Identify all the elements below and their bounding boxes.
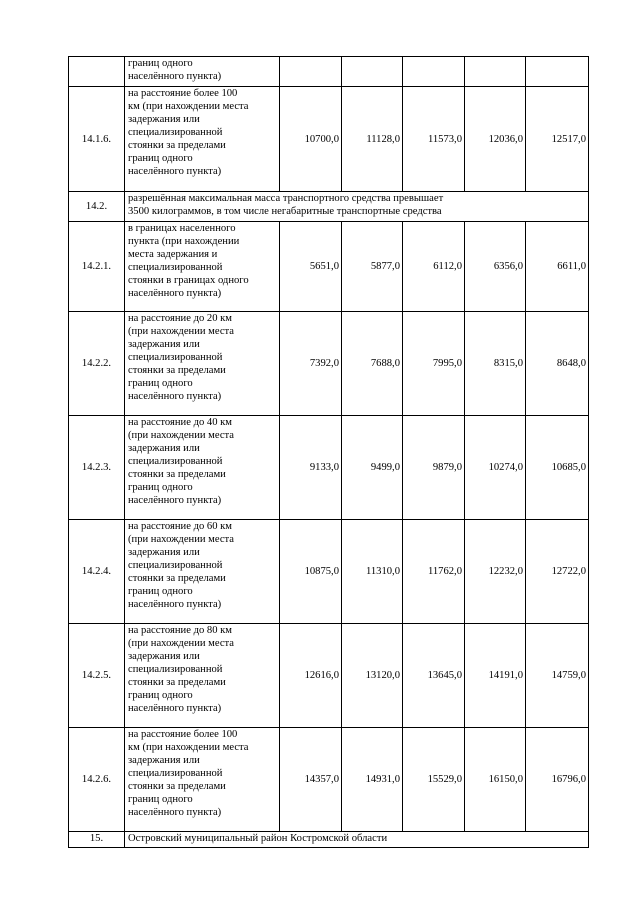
row-number: 14.2.4. <box>69 520 125 624</box>
value-cell: 10700,0 <box>280 87 342 192</box>
value-cell: 8315,0 <box>465 312 526 416</box>
row-description: на расстояние до 20 км (при нахождении места задержания или специализированной стоянки за пределами границ одного населённого пункта) <box>125 312 280 416</box>
row-description: на расстояние до 80 км (при нахождении места задержания или специализированной стоянки за пределами границ одного населённого пункта) <box>125 624 280 728</box>
value-cell <box>342 57 403 87</box>
value-cell: 7392,0 <box>280 312 342 416</box>
row-description: в границах населенного пункта (при нахождении места задержания и специализированной стоянки в границах одного населённого пункта) <box>125 222 280 312</box>
table-row <box>69 57 589 87</box>
table-row <box>69 416 589 520</box>
value-cell: 9133,0 <box>280 416 342 520</box>
value-cell: 11128,0 <box>342 87 403 192</box>
value-cell <box>403 57 465 87</box>
row-number: 14.2.1. <box>69 222 125 312</box>
tariff-table <box>68 56 589 848</box>
table-row <box>69 222 589 312</box>
table-row <box>69 832 589 848</box>
value-cell: 6356,0 <box>465 222 526 312</box>
table-row <box>69 624 589 728</box>
row-description: на расстояние более 100 км (при нахождении места задержания или специализированной стоянки за пределами границ одного населённого пункта) <box>125 728 280 832</box>
row-number: 15. <box>69 832 125 848</box>
row-number: 14.2.2. <box>69 312 125 416</box>
row-description: на расстояние до 40 км (при нахождении места задержания или специализированной стоянки за пределами границ одного населённого пункта) <box>125 416 280 520</box>
section-heading: разрешённая максимальная масса транспортного средства превышает 3500 килограммов, в том числе негабаритные транспортные средства <box>125 192 589 222</box>
value-cell: 14931,0 <box>342 728 403 832</box>
value-cell: 11573,0 <box>403 87 465 192</box>
row-number: 14.2.6. <box>69 728 125 832</box>
value-cell: 7688,0 <box>342 312 403 416</box>
table-row <box>69 87 589 192</box>
value-cell <box>526 57 589 87</box>
value-cell: 9499,0 <box>342 416 403 520</box>
value-cell: 10685,0 <box>526 416 589 520</box>
row-number: 14.2.5. <box>69 624 125 728</box>
value-cell <box>465 57 526 87</box>
value-cell: 14357,0 <box>280 728 342 832</box>
table-row <box>69 520 589 624</box>
value-cell: 13645,0 <box>403 624 465 728</box>
value-cell: 16796,0 <box>526 728 589 832</box>
row-description: на расстояние до 60 км (при нахождении места задержания или специализированной стоянки за пределами границ одного населённого пункта) <box>125 520 280 624</box>
row-number <box>69 57 125 87</box>
value-cell: 10875,0 <box>280 520 342 624</box>
table-row <box>69 728 589 832</box>
value-cell: 16150,0 <box>465 728 526 832</box>
value-cell <box>280 57 342 87</box>
tariff-table-page <box>68 56 588 848</box>
value-cell: 12232,0 <box>465 520 526 624</box>
value-cell: 11762,0 <box>403 520 465 624</box>
value-cell: 11310,0 <box>342 520 403 624</box>
value-cell: 14191,0 <box>465 624 526 728</box>
row-number: 14.2.3. <box>69 416 125 520</box>
row-number: 14.2. <box>69 192 125 222</box>
value-cell: 14759,0 <box>526 624 589 728</box>
value-cell: 12616,0 <box>280 624 342 728</box>
row-description: на расстояние более 100 км (при нахождении места задержания или специализированной стоянки за пределами границ одного населённого пункта) <box>125 87 280 192</box>
value-cell: 6611,0 <box>526 222 589 312</box>
value-cell: 7995,0 <box>403 312 465 416</box>
value-cell: 13120,0 <box>342 624 403 728</box>
value-cell: 6112,0 <box>403 222 465 312</box>
value-cell: 8648,0 <box>526 312 589 416</box>
value-cell: 10274,0 <box>465 416 526 520</box>
table-row <box>69 312 589 416</box>
value-cell: 5651,0 <box>280 222 342 312</box>
row-number: 14.1.6. <box>69 87 125 192</box>
value-cell: 15529,0 <box>403 728 465 832</box>
value-cell: 9879,0 <box>403 416 465 520</box>
value-cell: 12036,0 <box>465 87 526 192</box>
table-row <box>69 192 589 222</box>
section-heading: Островский муниципальный район Костромской области <box>125 832 589 848</box>
value-cell: 12722,0 <box>526 520 589 624</box>
value-cell: 5877,0 <box>342 222 403 312</box>
row-description: границ одного населённого пункта) <box>125 57 280 87</box>
value-cell: 12517,0 <box>526 87 589 192</box>
